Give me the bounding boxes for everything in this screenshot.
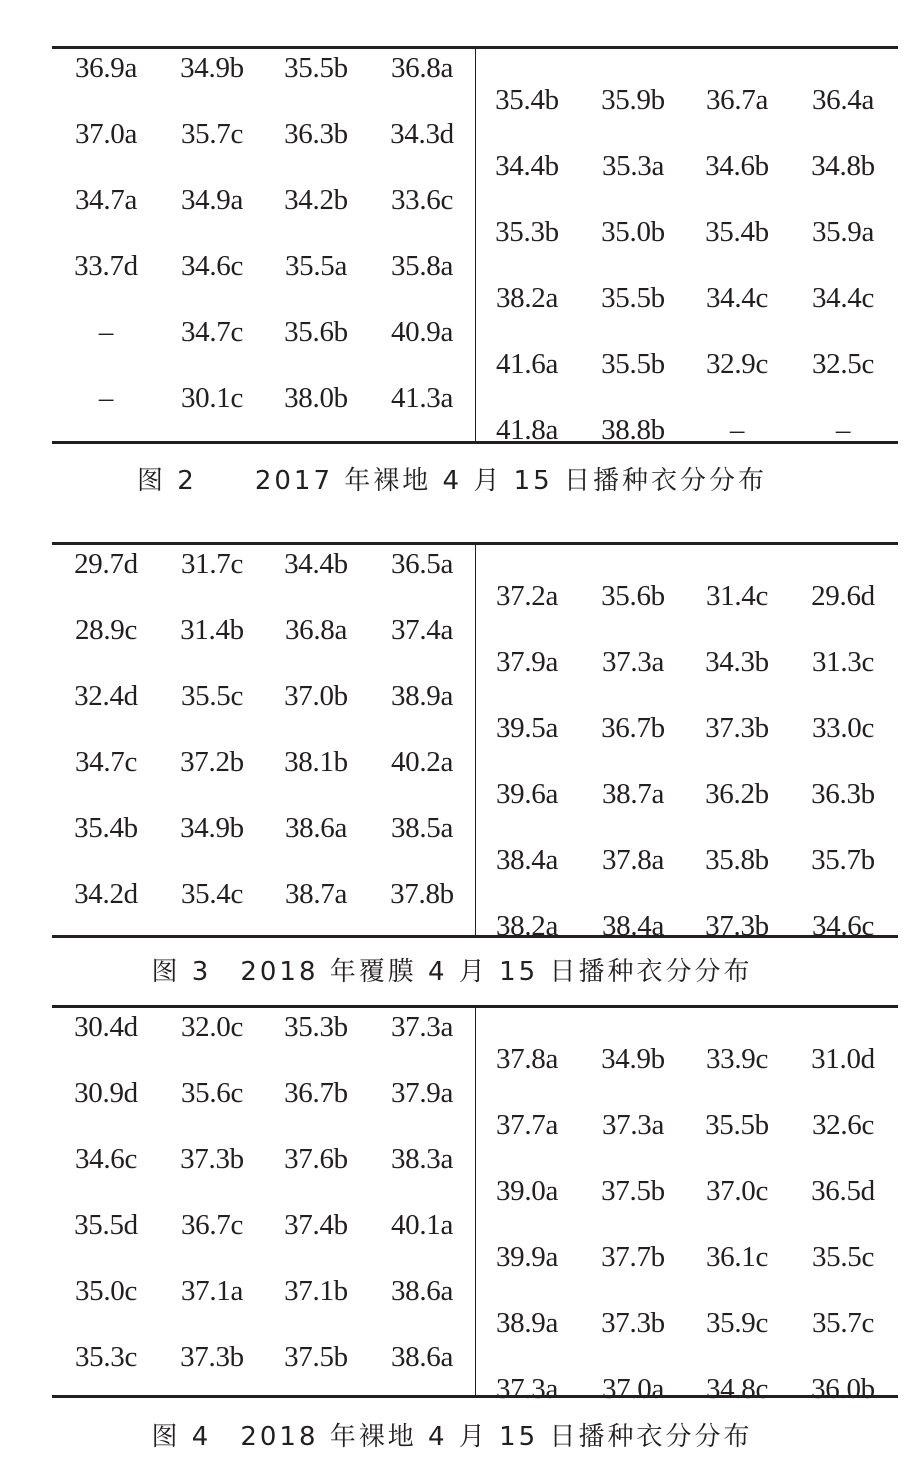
right-cell: 37.3a bbox=[495, 1373, 559, 1405]
right-cell: 35.9b bbox=[601, 84, 665, 116]
left-cell: 36.8a bbox=[284, 614, 348, 646]
left-cell: 34.9a bbox=[180, 184, 244, 216]
left-cell: 29.7d bbox=[74, 548, 138, 580]
right-cell: 36.3b bbox=[811, 778, 875, 810]
right-cell: 33.0c bbox=[811, 712, 875, 744]
left-cell: 28.9c bbox=[74, 614, 138, 646]
left-cell: 37.4a bbox=[390, 614, 454, 646]
right-cell: 35.5c bbox=[811, 1241, 875, 1273]
right-cell: 38.4a bbox=[495, 844, 559, 876]
left-cell: 34.3d bbox=[390, 118, 454, 150]
figure-4-caption: 图 4 2018 年裸地 4 月 15 日播种衣分分布 bbox=[151, 1422, 753, 1452]
right-cell: 32.9c bbox=[705, 348, 769, 380]
right-cell: 37.3a bbox=[601, 1109, 665, 1141]
right-cell: 38.8b bbox=[601, 414, 665, 446]
left-cell: 35.3b bbox=[284, 1011, 348, 1043]
right-cell: – bbox=[835, 414, 851, 446]
left-cell: 35.5c bbox=[180, 680, 244, 712]
right-cell: 34.4c bbox=[705, 282, 769, 314]
right-cell: 35.0b bbox=[601, 216, 665, 248]
left-cell: 36.8a bbox=[390, 52, 454, 84]
left-cell: 37.2b bbox=[180, 746, 244, 778]
right-cell: 35.6b bbox=[601, 580, 665, 612]
right-cell: 36.4a bbox=[811, 84, 875, 116]
left-cell: 34.2d bbox=[74, 878, 138, 910]
right-cell: 39.6a bbox=[495, 778, 559, 810]
left-cell: 34.7c bbox=[180, 316, 244, 348]
figure-3-grid bbox=[52, 542, 898, 942]
left-cell: 37.6b bbox=[284, 1143, 348, 1175]
right-cell: 34.6b bbox=[705, 150, 769, 182]
left-cell: 37.1b bbox=[284, 1275, 348, 1307]
left-cell: 34.7c bbox=[74, 746, 138, 778]
left-cell: 37.0a bbox=[74, 118, 138, 150]
right-cell: 34.3b bbox=[705, 646, 769, 678]
left-cell: 31.7c bbox=[180, 548, 244, 580]
left-cell: 36.9a bbox=[74, 52, 138, 84]
right-cell: 37.3a bbox=[601, 646, 665, 678]
right-cell: 35.7c bbox=[811, 1307, 875, 1339]
right-cell: 37.9a bbox=[495, 646, 559, 678]
right-cell: 39.5a bbox=[495, 712, 559, 744]
right-cell: 35.5b bbox=[601, 282, 665, 314]
right-cell: 39.0a bbox=[495, 1175, 559, 1207]
right-cell: 31.0d bbox=[811, 1043, 875, 1075]
right-cell: 35.9a bbox=[811, 216, 875, 248]
right-cell: 31.4c bbox=[705, 580, 769, 612]
right-cell: – bbox=[729, 414, 745, 446]
right-cell: 37.3b bbox=[705, 910, 769, 942]
left-cell: 33.7d bbox=[74, 250, 138, 282]
left-cell: 38.6a bbox=[390, 1275, 454, 1307]
figure-3-caption: 图 3 2018 年覆膜 4 月 15 日播种衣分分布 bbox=[151, 957, 753, 987]
right-cell: 35.3b bbox=[495, 216, 559, 248]
right-cell: 32.5c bbox=[811, 348, 875, 380]
right-cell: 35.9c bbox=[705, 1307, 769, 1339]
left-cell: 36.5a bbox=[390, 548, 454, 580]
left-cell: 35.8a bbox=[390, 250, 454, 282]
left-cell: 38.6a bbox=[284, 812, 348, 844]
left-cell: 35.4b bbox=[74, 812, 138, 844]
left-cell: 38.0b bbox=[284, 382, 348, 414]
left-cell: 34.7a bbox=[74, 184, 138, 216]
left-cell: 38.3a bbox=[390, 1143, 454, 1175]
right-cell: 34.6c bbox=[811, 910, 875, 942]
left-cell: 32.4d bbox=[74, 680, 138, 712]
left-cell: 36.7b bbox=[284, 1077, 348, 1109]
right-cell: 35.4b bbox=[705, 216, 769, 248]
right-cell: 36.1c bbox=[705, 1241, 769, 1273]
right-cell: 37.7a bbox=[495, 1109, 559, 1141]
right-cell: 31.3c bbox=[811, 646, 875, 678]
left-cell: 37.1a bbox=[180, 1275, 244, 1307]
right-cell: 35.8b bbox=[705, 844, 769, 876]
left-cell: 34.4b bbox=[284, 548, 348, 580]
left-cell: 30.4d bbox=[74, 1011, 138, 1043]
left-cell: 38.9a bbox=[390, 680, 454, 712]
right-cell: 41.6a bbox=[495, 348, 559, 380]
left-cell: 30.1c bbox=[180, 382, 244, 414]
right-cell: 34.9b bbox=[601, 1043, 665, 1075]
left-cell: 35.0c bbox=[74, 1275, 138, 1307]
left-cell: 31.4b bbox=[180, 614, 244, 646]
right-cell: 38.2a bbox=[495, 910, 559, 942]
left-cell: 35.5a bbox=[284, 250, 348, 282]
right-cell: 36.2b bbox=[705, 778, 769, 810]
right-cell: 39.9a bbox=[495, 1241, 559, 1273]
right-cell: 35.3a bbox=[601, 150, 665, 182]
left-cell: 34.6c bbox=[180, 250, 244, 282]
left-cell: 37.3b bbox=[180, 1143, 244, 1175]
right-cell: 35.4b bbox=[495, 84, 559, 116]
right-cell: 34.4c bbox=[811, 282, 875, 314]
right-cell: 34.8b bbox=[811, 150, 875, 182]
left-cell: 38.6a bbox=[390, 1341, 454, 1373]
right-cell: 38.7a bbox=[601, 778, 665, 810]
right-cell: 37.8a bbox=[601, 844, 665, 876]
right-cell: 29.6d bbox=[811, 580, 875, 612]
right-cell: 37.0a bbox=[601, 1373, 665, 1405]
left-cell: 37.3b bbox=[180, 1341, 244, 1373]
left-cell: 38.1b bbox=[284, 746, 348, 778]
left-cell: 32.0c bbox=[180, 1011, 244, 1043]
left-cell: 37.0b bbox=[284, 680, 348, 712]
right-cell: 36.5d bbox=[811, 1175, 875, 1207]
right-cell: 32.6c bbox=[811, 1109, 875, 1141]
right-cell: 38.4a bbox=[601, 910, 665, 942]
right-cell: 35.7b bbox=[811, 844, 875, 876]
right-cell: 38.9a bbox=[495, 1307, 559, 1339]
right-cell: 35.5b bbox=[705, 1109, 769, 1141]
right-cell: 41.8a bbox=[495, 414, 559, 446]
right-cell: 37.3b bbox=[601, 1307, 665, 1339]
figure-2-grid bbox=[52, 46, 898, 444]
right-cell: 37.3b bbox=[705, 712, 769, 744]
left-cell: 40.1a bbox=[390, 1209, 454, 1241]
left-cell: 34.2b bbox=[284, 184, 348, 216]
left-cell: 35.5d bbox=[74, 1209, 138, 1241]
left-cell: 36.7c bbox=[180, 1209, 244, 1241]
figure-4-grid bbox=[52, 1005, 898, 1405]
right-cell: 37.7b bbox=[601, 1241, 665, 1273]
left-cell: 38.5a bbox=[390, 812, 454, 844]
right-cell: 34.8c bbox=[705, 1373, 769, 1405]
left-cell: 34.9b bbox=[180, 52, 244, 84]
left-cell: 35.3c bbox=[74, 1341, 138, 1373]
left-cell: 35.5b bbox=[284, 52, 348, 84]
left-cell: 37.5b bbox=[284, 1341, 348, 1373]
left-cell: 40.2a bbox=[390, 746, 454, 778]
right-cell: 33.9c bbox=[705, 1043, 769, 1075]
left-cell: 34.9b bbox=[180, 812, 244, 844]
right-cell: 37.0c bbox=[705, 1175, 769, 1207]
left-cell: 36.3b bbox=[284, 118, 348, 150]
figure-2-caption: 图 2 2017 年裸地 4 月 15 日播种衣分分布 bbox=[137, 466, 767, 496]
right-cell: 37.8a bbox=[495, 1043, 559, 1075]
right-cell: 34.4b bbox=[495, 150, 559, 182]
left-cell: 35.6b bbox=[284, 316, 348, 348]
right-cell: 37.2a bbox=[495, 580, 559, 612]
left-cell: 35.4c bbox=[180, 878, 244, 910]
right-cell: 36.7b bbox=[601, 712, 665, 744]
left-cell: – bbox=[98, 316, 114, 348]
right-cell: 36.7a bbox=[705, 84, 769, 116]
left-cell: 34.6c bbox=[74, 1143, 138, 1175]
right-cell: 36.0b bbox=[811, 1373, 875, 1405]
left-cell: 37.8b bbox=[390, 878, 454, 910]
left-cell: 37.9a bbox=[390, 1077, 454, 1109]
left-cell: 37.3a bbox=[390, 1011, 454, 1043]
left-cell: – bbox=[98, 382, 114, 414]
right-cell: 38.2a bbox=[495, 282, 559, 314]
left-cell: 40.9a bbox=[390, 316, 454, 348]
right-cell: 35.5b bbox=[601, 348, 665, 380]
right-cell: 37.5b bbox=[601, 1175, 665, 1207]
left-cell: 38.7a bbox=[284, 878, 348, 910]
left-cell: 41.3a bbox=[390, 382, 454, 414]
left-cell: 35.7c bbox=[180, 118, 244, 150]
left-cell: 33.6c bbox=[390, 184, 454, 216]
left-cell: 37.4b bbox=[284, 1209, 348, 1241]
left-cell: 30.9d bbox=[74, 1077, 138, 1109]
left-cell: 35.6c bbox=[180, 1077, 244, 1109]
